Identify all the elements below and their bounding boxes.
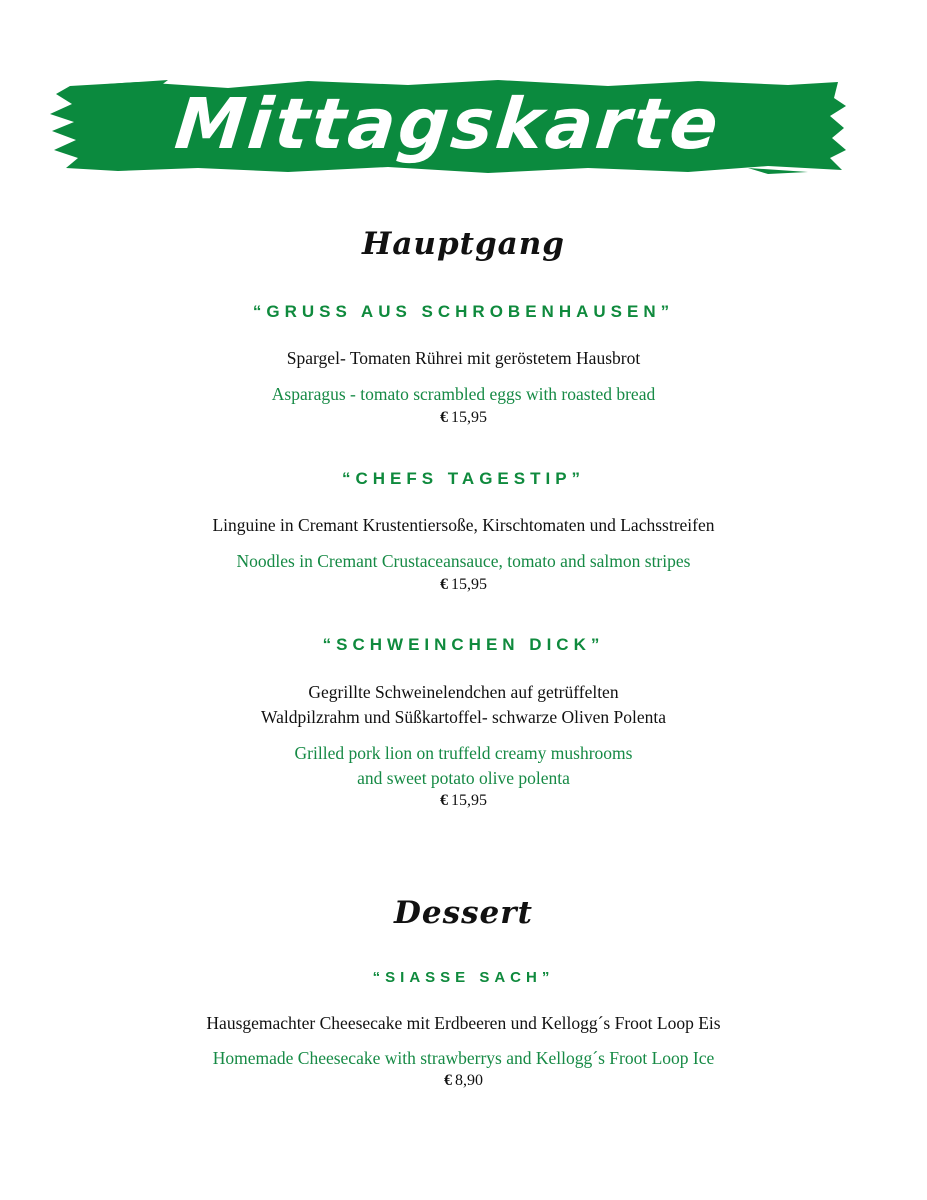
title-banner [48, 76, 848, 176]
dish-price [0, 576, 927, 594]
section-heading-dessert: Dessert [394, 895, 533, 931]
dish-description-english: Asparagus - tomato scrambled eggs with roasted bread [271, 384, 656, 404]
section-heading-main-course: Hauptgang [362, 226, 565, 262]
dish-description-english: Grilled pork lion on truffeld creamy mushrooms and sweet potato olive polenta [294, 743, 633, 788]
dish-title: “SIASSE SACH” [372, 969, 555, 986]
dish-description-german: Gegrillte Schweinelendchen auf getrüffelten Waldpilzrahm und Süßkartoffel- schwarze Oliven Polenta [260, 682, 667, 727]
dish-title: “GRUSS AUS SCHROBENHAUSEN” [252, 302, 675, 321]
dish-description-german: Linguine in Cremant Krustentiersoße, Kirschtomaten und Lachsstreifen [212, 515, 715, 535]
dish-title: “CHEFS TAGESTIP” [341, 469, 586, 488]
dish-price [0, 1072, 927, 1090]
dish-description-english: Homemade Cheesecake with strawberrys and Kellogg´s Froot Loop Ice [212, 1048, 715, 1068]
currency-symbol: € [440, 576, 448, 593]
dish-title: “SCHWEINCHEN DICK” [322, 635, 605, 654]
currency-symbol: € [440, 409, 448, 426]
page-title: Mittagskarte [171, 83, 725, 165]
dish-price [0, 409, 927, 427]
dish-price [0, 792, 927, 810]
price-value: 15,95 [451, 792, 487, 809]
currency-symbol: € [444, 1072, 452, 1089]
dish-description-german: Hausgemachter Cheesecake mit Erdbeeren und Kellogg´s Froot Loop Eis [206, 1013, 721, 1033]
price-value: 8,90 [455, 1072, 483, 1089]
dish-description-english: Noodles in Cremant Crustaceansauce, tomato and salmon stripes [236, 551, 691, 571]
price-value: 15,95 [451, 576, 487, 593]
currency-symbol: € [440, 792, 448, 809]
price-value: 15,95 [451, 409, 487, 426]
dish-description-german: Spargel- Tomaten Rührei mit geröstetem Hausbrot [286, 348, 641, 368]
